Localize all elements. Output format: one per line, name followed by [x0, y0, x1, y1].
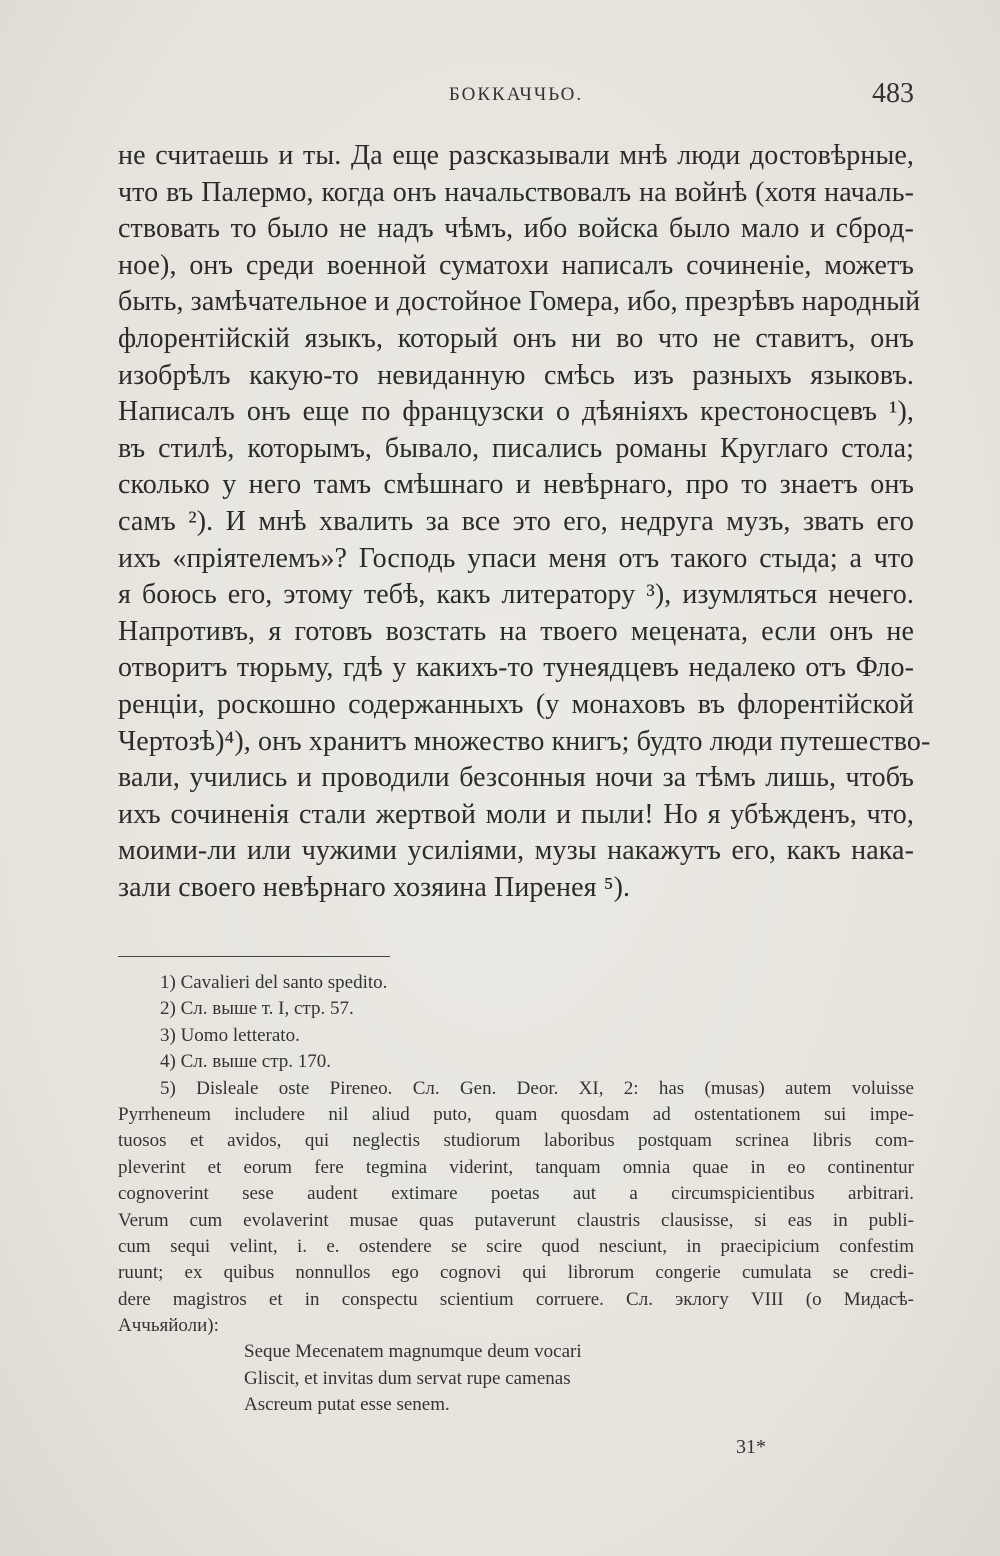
- page-header: [118, 78, 914, 112]
- text-line: ихъ сочиненія стали жертвой моли и пыли! Но я убѣжденъ, что,: [118, 798, 914, 830]
- footnote-3: 3) Uomo letterato.: [160, 1024, 300, 1046]
- footnotes: [118, 970, 914, 1419]
- text-line: сколько у него тамъ смѣшнаго и невѣрнаго, про то знаетъ онъ: [118, 469, 914, 501]
- text-line: ное), онъ среди военной суматохи написалъ сочиненіе, можетъ: [118, 249, 914, 281]
- text-line: флорентійскій языкъ, который онъ ни во что не ставитъ, онъ: [118, 322, 914, 354]
- verse-line: Ascreum putat esse senem.: [244, 1394, 450, 1416]
- text-line: ствовать то было не надъ чѣмъ, ибо войска было мало и сброд-: [118, 213, 914, 245]
- text-line: Чертозѣ)⁴), онъ хранитъ множество книгъ; будто люди путешество-: [118, 725, 931, 757]
- main-text: [118, 138, 931, 906]
- text-line: что въ Палермо, когда онъ начальствовалъ на войнѣ (хотя началь-: [118, 176, 914, 208]
- text-line: я боюсь его, этому тебѣ, какъ литератору ³), изумляться нечего.: [118, 579, 914, 611]
- text-line: ихъ «пріятелемъ»? Господь упаси меня отъ такого стыда; а что: [118, 542, 914, 574]
- footnote-line: cognoverint sese audent extimare poetas aut a circumspicientibus arbitrari.: [118, 1183, 914, 1205]
- footnote-2: 2) Сл. выше т. I, стр. 57.: [160, 998, 354, 1020]
- text-line: изобрѣлъ какую-то невиданную смѣсь изъ разныхъ языковъ.: [118, 359, 914, 391]
- footnote-1: 1) Cavalieri del santo spedito.: [160, 972, 388, 993]
- footnote-5: [118, 1076, 914, 1340]
- verse-quote: [118, 1339, 914, 1418]
- text-line: зали своего невѣрнаго хозяина Пиренея ⁵).: [118, 871, 631, 903]
- footnote-line: ruunt; ex quibus nonnullos ego cognovi qui librorum congerie cumulata se credi-: [118, 1262, 914, 1284]
- text-line: вали, учились и проводили безсонныя ночи за тѣмъ лишь, чтобъ: [118, 762, 914, 794]
- text-line: въ стилѣ, которымъ, бывало, писались романы Круглаго стола;: [118, 432, 914, 464]
- signature-mark: 31*: [736, 1436, 766, 1458]
- footnote-line: cum sequi velint, i. e. ostendere se scire quod nesciunt, in praecipicium confestim: [118, 1235, 914, 1257]
- verse-line: Seque Mecenatem magnumque deum vocari: [244, 1341, 582, 1363]
- footnote-separator: [118, 956, 390, 957]
- verse-line: Gliscit, et invitas dum servat rupe camenas: [244, 1367, 571, 1389]
- footnote-line: Аччьяйоли):: [118, 1315, 219, 1337]
- footnote-line: pleverint et eorum fere tegmina viderint, tanquam omnia quae in eo continentur: [118, 1156, 914, 1178]
- footnote-line: 5) Disleale oste Pireneo. Сл. Gen. Deor. XI, 2: has (musas) autem voluisse: [160, 1077, 914, 1099]
- footnote-line: Verum cum evolaverint musae quas putaverunt claustris clausisse, si eas in publi-: [118, 1209, 914, 1231]
- text-line: моими-ли или чужими усиліями, музы накажутъ его, какъ нака-: [118, 835, 914, 867]
- running-title: БОККАЧЧЬО.: [448, 84, 584, 105]
- text-line: быть, замѣчательное и достойное Гомера, ибо, презрѣвъ народный: [118, 286, 921, 318]
- footnote-line: dere magistros et in conspectu scientium corruere. Сл. эклогу VIII (о Мидасѣ-: [118, 1288, 914, 1310]
- footnote-line: Pyrrheneum includere nil aliud puto, quam quosdam ad ostentationem sui impe-: [118, 1103, 914, 1125]
- footnote-line: tuosos et avidos, qui neglectis studiorum laboribus postquam scrinea libris com-: [118, 1130, 914, 1152]
- page-number: 483: [872, 78, 914, 109]
- text-line: Напротивъ, я готовъ возстать на твоего мецената, если онъ не: [118, 615, 914, 647]
- footnote-4: 4) Сл. выше стр. 170.: [160, 1051, 331, 1073]
- text-line: самъ ²). И мнѣ хвалить за все это его, недруга музъ, звать его: [118, 505, 914, 537]
- text-line: не считаешь и ты. Да еще разсказывали мнѣ люди достовѣрные,: [118, 140, 914, 171]
- text-line: ренціи, роскошно содержанныхъ (у монаховъ въ флорентійской: [118, 688, 914, 720]
- text-line: Написалъ онъ еще по французски о дѣяніяхъ крестоносцевъ ¹),: [118, 396, 914, 428]
- text-line: отворитъ тюрьму, гдѣ у какихъ-то тунеядцевъ недалеко отъ Фло-: [118, 652, 914, 684]
